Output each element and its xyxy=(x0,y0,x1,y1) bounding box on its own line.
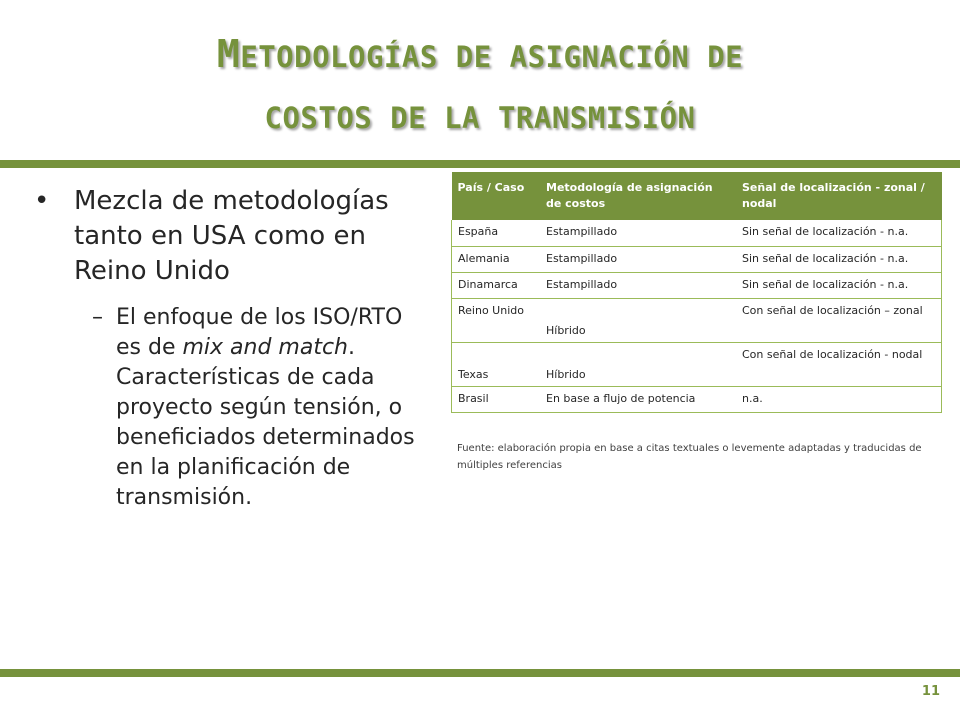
cell-country: Reino Unido xyxy=(452,298,541,342)
cell-signal: n.a. xyxy=(736,386,942,412)
header-country: País / Caso xyxy=(452,172,541,220)
bullet-sub xyxy=(30,303,430,513)
cell-methodology: Híbrido xyxy=(540,298,736,342)
cell-signal: Sin señal de localización - n.a. xyxy=(736,246,942,272)
header-methodology: Metodología de asignación de costos xyxy=(540,172,736,220)
bullet-main-text: Mezcla de metodologías tanto en USA como en Reino Unido xyxy=(74,186,389,286)
cell-methodology: Híbrido xyxy=(540,342,736,386)
slide-title xyxy=(20,26,940,146)
cell-signal: Con señal de localización - nodal xyxy=(736,342,942,386)
bullet-sub-text-start: El enfoque de los ISO/RTO es de xyxy=(116,305,403,360)
cell-signal: Con señal de localización – zonal xyxy=(736,298,942,342)
bullet-list xyxy=(30,184,430,513)
top-divider xyxy=(0,160,960,168)
methodology-table xyxy=(451,172,942,413)
cell-methodology: Estampillado xyxy=(540,272,736,298)
table-row xyxy=(452,246,942,272)
title-line-1-text: ETODOLOGÍAS DE ASIGNACIÓN DE xyxy=(240,40,744,74)
title-line-2: COSTOS DE LA TRANSMISIÓN xyxy=(264,101,696,135)
cell-methodology: Estampillado xyxy=(540,220,736,246)
cell-methodology: En base a flujo de potencia xyxy=(540,386,736,412)
table-header-row xyxy=(452,172,942,220)
bullet-dash-icon: – xyxy=(92,305,103,330)
source-note: Fuente: elaboración propia en base a citas textuales o levemente adaptadas y traducidas de múltiples referencias xyxy=(457,443,922,471)
table-row xyxy=(452,220,942,246)
bullet-dot-icon: • xyxy=(34,186,50,216)
cell-country: Dinamarca xyxy=(452,272,541,298)
cell-signal: Sin señal de localización - n.a. xyxy=(736,272,942,298)
cell-country: España xyxy=(452,220,541,246)
cell-methodology: Estampillado xyxy=(540,246,736,272)
table-row xyxy=(452,298,942,342)
header-signal: Señal de localización - zonal / nodal xyxy=(736,172,942,220)
cell-country: Alemania xyxy=(452,246,541,272)
table-row xyxy=(452,342,942,386)
table-row xyxy=(452,386,942,412)
title-initial-cap: M xyxy=(216,32,241,76)
bullet-sub-text-end: . Características de cada proyecto según tensión, o beneficiados determinados en la planificación de transmisión. xyxy=(116,335,415,510)
cell-country: Texas xyxy=(452,342,541,386)
cell-country: Brasil xyxy=(452,386,541,412)
bullet-sub-italic: mix and match xyxy=(182,335,348,360)
cell-signal: Sin señal de localización - n.a. xyxy=(736,220,942,246)
bottom-divider xyxy=(0,669,960,677)
table-row xyxy=(452,272,942,298)
title-line-1 xyxy=(20,26,940,90)
page-number: 11 xyxy=(921,684,940,699)
bullet-main xyxy=(30,184,430,289)
